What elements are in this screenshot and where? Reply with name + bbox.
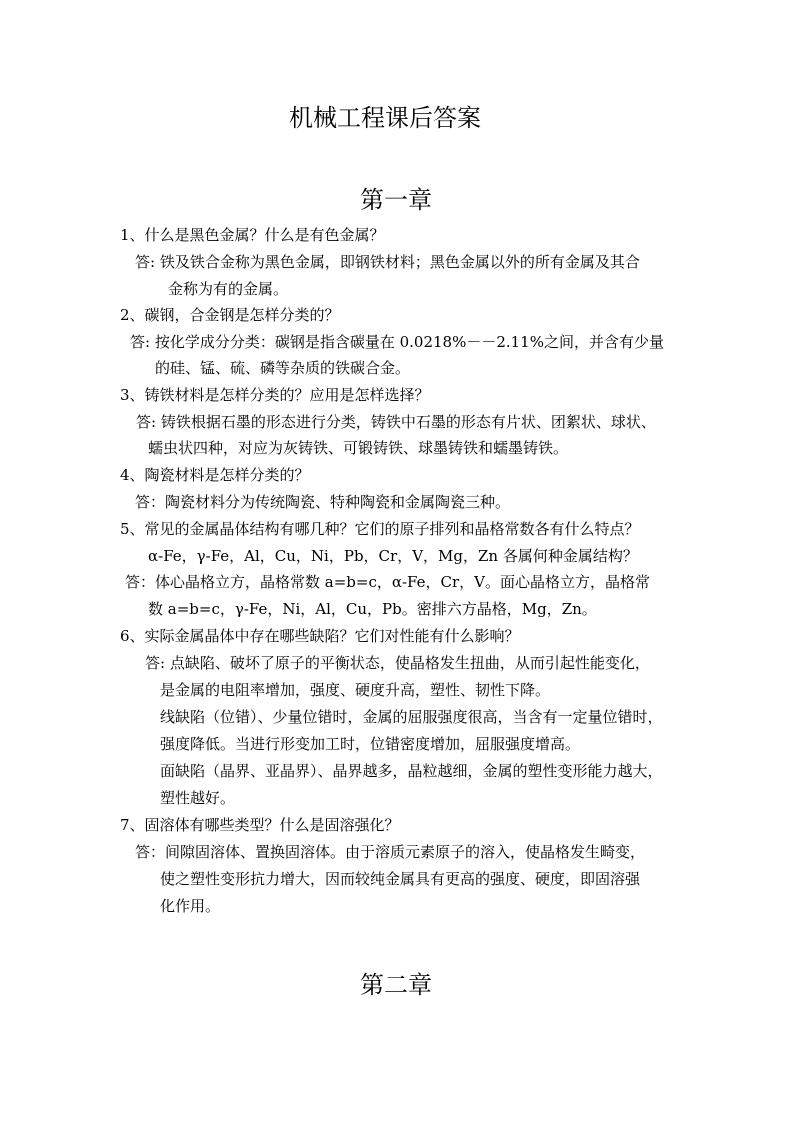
- answer-text: 是金属的电阻率增加，强度、硬度升高，塑性、韧性下降。: [160, 681, 551, 699]
- answer-text: 数 a=b=c，γ-Fe，Ni，Al，Cu，Pb。密排六方晶格，Mg，Zn。: [148, 600, 597, 618]
- question-text: 3、铸铁材料是怎样分类的？应用是怎样选择？: [120, 386, 430, 404]
- answer-text: 答: 铸铁根据石墨的形态进行分类，铸铁中石墨的形态有片状、团絮状、球状、: [136, 413, 656, 431]
- answer-text: 面缺陷（晶界、亚晶界）、晶界越多，晶粒越细，金属的塑性变形能力越大，: [160, 762, 663, 780]
- answer-text: 的硅、锰、硫、磷等杂质的铁碳合金。: [155, 359, 411, 377]
- answer-text: 答: 点缺陷、破坏了原子的平衡状态，使晶格发生扭曲，从而引起性能变化，: [145, 654, 650, 672]
- answer-text: 答: 按化学成分分类：碳钢是指含碳量在 0.0218%－－2.11%之间，并含有少量: [130, 333, 664, 351]
- answer-text: 金称为有的金属。: [168, 280, 289, 298]
- page-title: 机械工程课后答案: [289, 104, 481, 132]
- question-text: 6、实际金属晶体中存在哪些缺陷？它们对性能有什么影响？: [120, 627, 520, 645]
- answer-text: 蠕虫状四种，对应为灰铸铁、可锻铸铁、球墨铸铁和蠕墨铸铁。: [148, 439, 569, 457]
- answer-text: 强度降低。当进行形变加工时，位错密度增加，屈服强度增高。: [160, 735, 581, 753]
- answer-text: 线缺陷（位错）、少量位错时，金属的屈服强度很高，当含有一定量位错时，: [160, 708, 663, 726]
- question-text: 5、常见的金属晶体结构有哪几种？它们的原子排列和晶格常数各有什么特点？: [120, 520, 640, 538]
- question-text: 1、什么是黑色金属？什么是有色金属？: [120, 226, 385, 244]
- question-text: 7、固溶体有哪些类型？什么是固溶强化？: [120, 816, 400, 834]
- answer-text: 答: 铁及铁合金称为黑色金属，即钢铁材料；黑色金属以外的所有金属及其合: [135, 253, 640, 271]
- question-text: α-Fe，γ-Fe，Al，Cu，Ni，Pb，Cr，V，Mg，Zn 各属何种金属结构？: [148, 547, 638, 565]
- question-text: 4、陶瓷材料是怎样分类的？: [120, 466, 310, 484]
- question-text: 2、碳钢，合金钢是怎样分类的？: [120, 306, 340, 324]
- answer-text: 使之塑性变形抗力增大，因而较纯金属具有更高的强度、硬度，即固溶强: [160, 870, 641, 888]
- answer-text: 化作用。: [160, 897, 221, 915]
- answer-text: 答：体心晶格立方，晶格常数 a=b=c，α-Fe，Cr，V。面心晶格立方，晶格常: [125, 573, 650, 591]
- chapter-heading: 第一章: [360, 186, 432, 214]
- answer-text: 答：间隙固溶体、置换固溶体。由于溶质元素原子的溶入，使晶格发生畸变，: [135, 843, 646, 861]
- answer-text: 塑性越好。: [160, 789, 236, 807]
- chapter-heading: 第二章: [360, 971, 432, 999]
- answer-text: 答：陶瓷材料分为传统陶瓷、特种陶瓷和金属陶瓷三种。: [135, 493, 511, 511]
